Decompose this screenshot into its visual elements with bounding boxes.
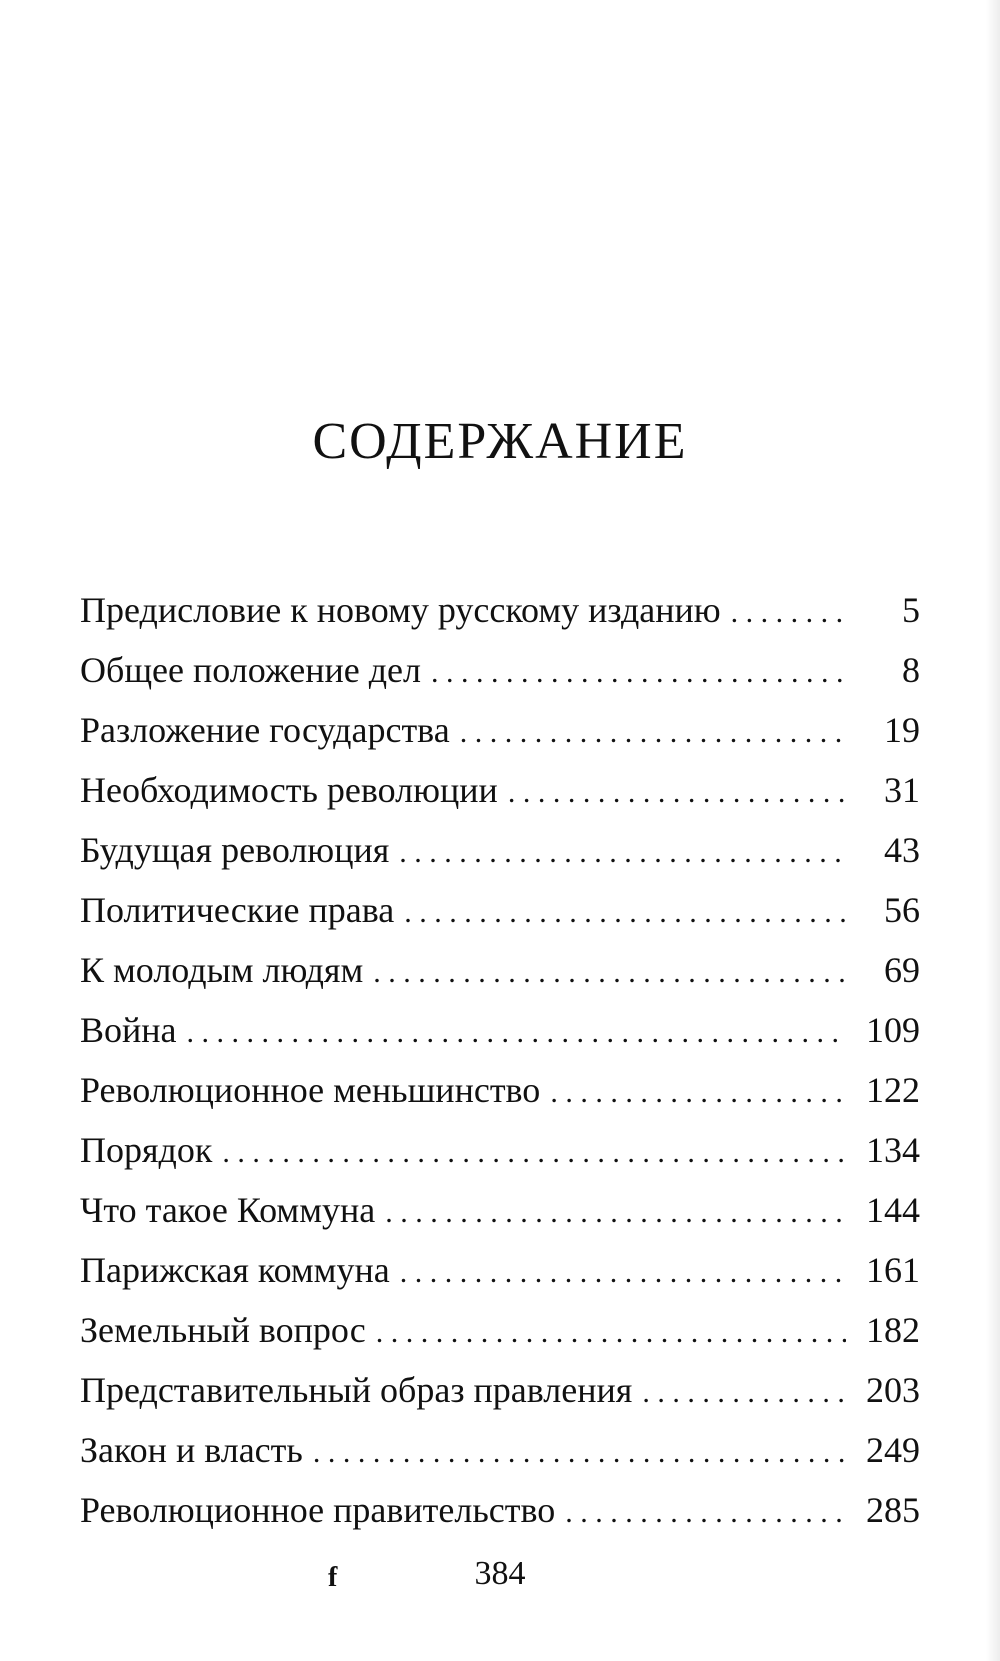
- toc-entry-title: Земельный вопрос: [80, 1310, 366, 1350]
- toc-entry-title: Война: [80, 1010, 177, 1050]
- toc-entry: [80, 640, 920, 700]
- toc-entry-page: 182: [866, 1310, 920, 1350]
- toc-entry-title: Представительный образ правления: [80, 1370, 633, 1410]
- toc-entry-title: Будущая революция: [80, 830, 390, 870]
- toc-entry-title: Революционное правительство: [80, 1490, 556, 1530]
- toc-entry-title: Политические права: [80, 890, 395, 930]
- toc-entry-page: 43: [884, 830, 920, 870]
- toc-entry: [80, 1420, 920, 1480]
- toc-entry: [80, 700, 920, 760]
- toc-entry: [80, 1480, 920, 1540]
- toc-entry: [80, 1300, 920, 1360]
- toc-entry-page: 31: [884, 770, 920, 810]
- dot-leader: [376, 1303, 846, 1363]
- toc-entry-page: 134: [866, 1130, 920, 1170]
- toc-entry: [80, 1180, 920, 1240]
- footer-mark: f: [328, 1562, 338, 1593]
- dot-leader: [550, 1063, 846, 1123]
- dot-leader: [385, 1183, 846, 1243]
- page-number: 384: [474, 1555, 526, 1592]
- toc-entry-title: Что такое Коммуна: [80, 1190, 376, 1230]
- dot-leader: [187, 1003, 846, 1063]
- toc-entry-title: Парижская коммуна: [80, 1250, 390, 1290]
- toc-entry-title: Необходимость революции: [80, 770, 498, 810]
- dot-leader: [373, 943, 846, 1003]
- toc-entry-page: 203: [866, 1370, 920, 1410]
- toc-entry-title: К молодым людям: [80, 950, 364, 990]
- table-of-contents: [80, 580, 920, 1540]
- dot-leader: [400, 1243, 846, 1303]
- toc-entry: [80, 580, 920, 640]
- toc-entry-title: Общее положение дел: [80, 650, 421, 690]
- toc-entry-title: Порядок: [80, 1130, 213, 1170]
- page-title: СОДЕРЖАНИЕ: [312, 413, 688, 470]
- toc-entry-title: Предисловие к новому русскому изданию: [80, 590, 721, 630]
- dot-leader: [642, 1363, 846, 1423]
- toc-entry: [80, 1360, 920, 1420]
- dot-leader: [404, 883, 846, 943]
- toc-entry: [80, 1000, 920, 1060]
- dot-leader: [508, 763, 846, 823]
- page-edge-shadow: [986, 0, 1000, 1661]
- dot-leader: [399, 823, 846, 883]
- toc-entry-page: 122: [866, 1070, 920, 1110]
- toc-entry-page: 69: [884, 950, 920, 990]
- toc-entry-page: 109: [866, 1010, 920, 1050]
- dot-leader: [222, 1123, 846, 1183]
- toc-entry: [80, 1240, 920, 1300]
- toc-entry: [80, 820, 920, 880]
- toc-entry-page: 161: [866, 1250, 920, 1290]
- toc-entry-page: 56: [884, 890, 920, 930]
- toc-entry-page: 19: [884, 710, 920, 750]
- dot-leader: [731, 583, 846, 643]
- toc-entry-page: 5: [902, 590, 920, 630]
- toc-entry: [80, 1060, 920, 1120]
- toc-entry: [80, 1120, 920, 1180]
- dot-leader: [431, 643, 846, 703]
- toc-entry: [80, 880, 920, 940]
- toc-entry: [80, 940, 920, 1000]
- toc-entry-title: Революционное меньшинство: [80, 1070, 541, 1110]
- dot-leader: [460, 703, 846, 763]
- toc-entry: [80, 760, 920, 820]
- dot-leader: [313, 1423, 846, 1483]
- toc-entry-page: 249: [866, 1430, 920, 1470]
- toc-entry-page: 144: [866, 1190, 920, 1230]
- toc-entry-title: Разложение государства: [80, 710, 450, 750]
- toc-entry-title: Закон и власть: [80, 1430, 303, 1470]
- dot-leader: [565, 1483, 846, 1543]
- toc-entry-page: 285: [866, 1490, 920, 1530]
- toc-entry-page: 8: [902, 650, 920, 690]
